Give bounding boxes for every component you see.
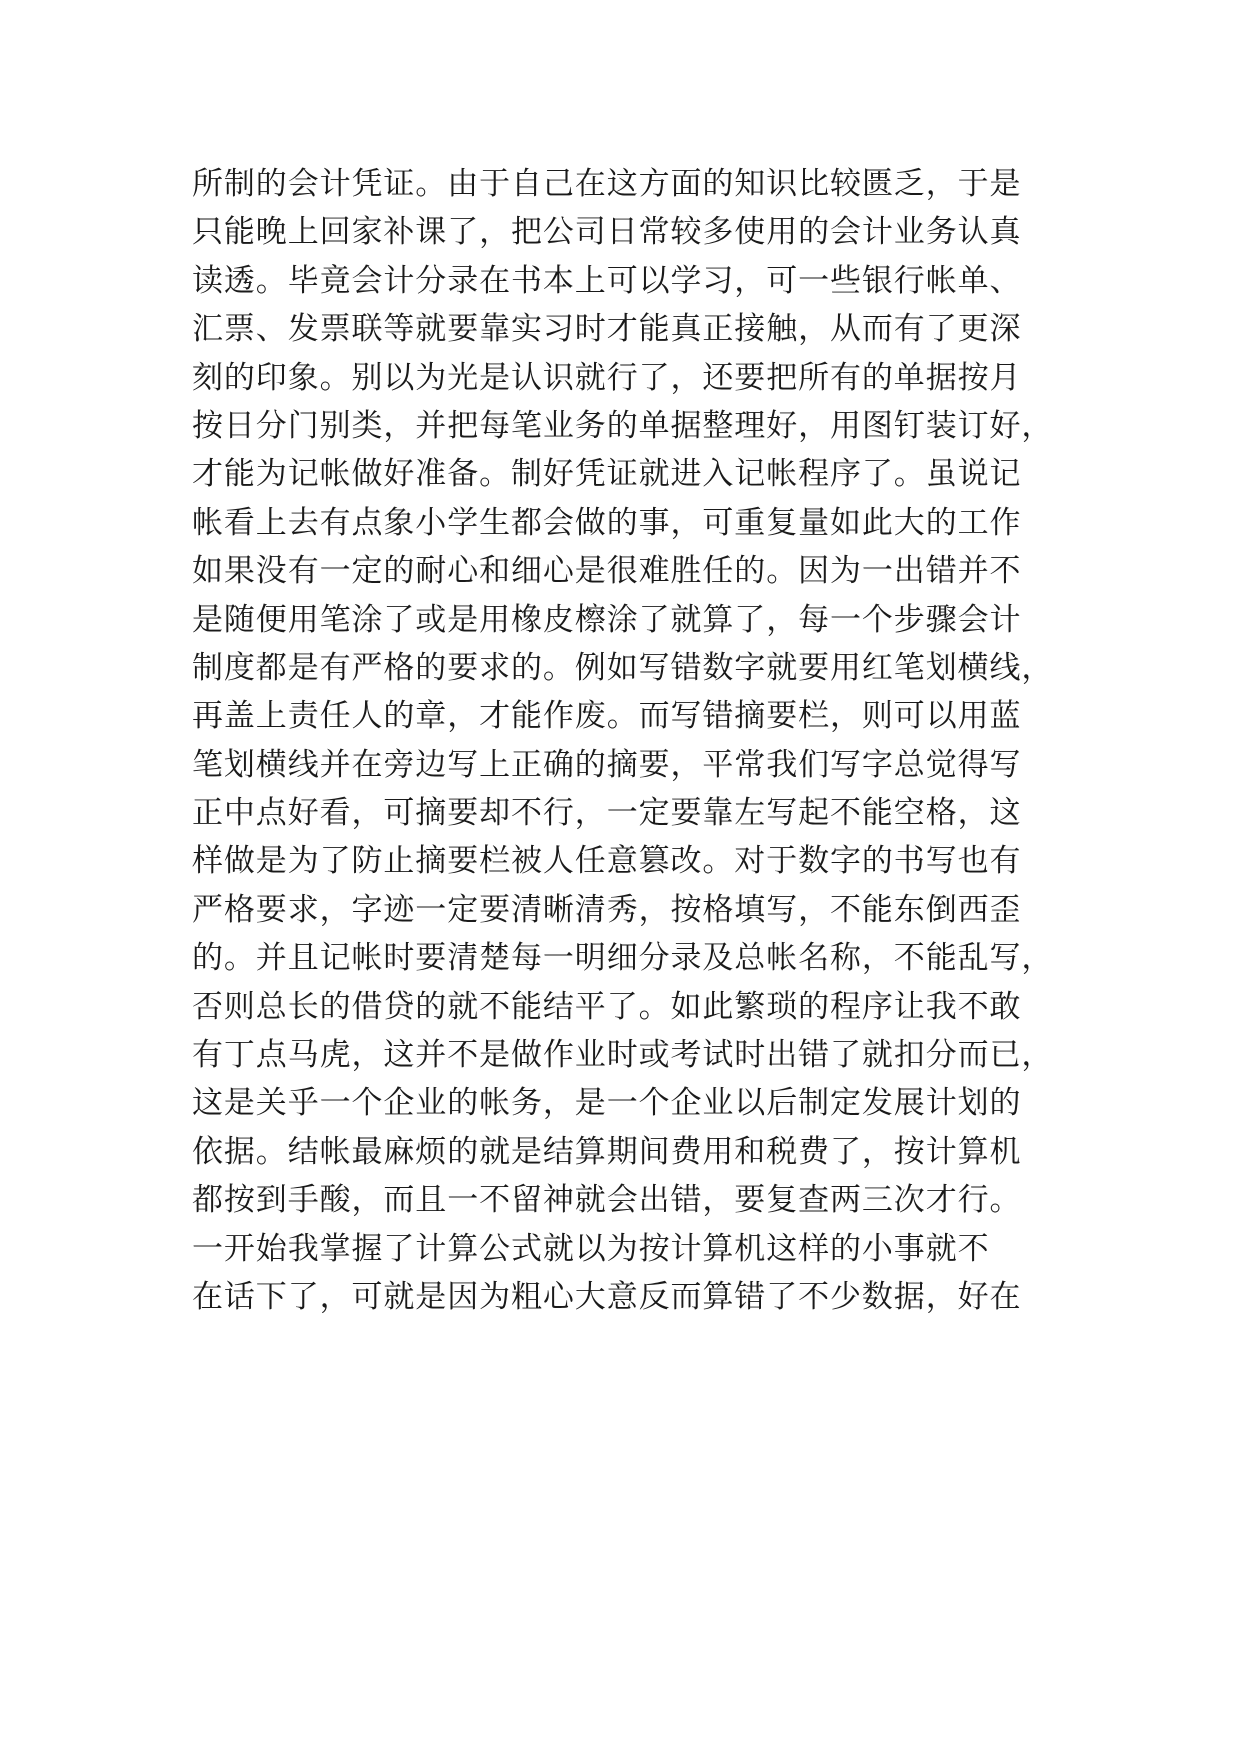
text-line-3: 读透。毕竟会计分录在书本上可以学习，可一些银行帐单、 [192, 262, 1022, 299]
text-line-18: 否则总长的借贷的就不能结平了。如此繁琐的程序让我不敢 [192, 988, 1022, 1025]
text-line-13: 笔划横线并在旁边写上正确的摘要，平常我们写字总觉得写 [192, 746, 1022, 783]
text-line-21: 依据。结帐最麻烦的就是结算期间费用和税费了，按计算机 [192, 1133, 1022, 1170]
text-line-23: 一开始我掌握了计算公式就以为按计算机这样的小事就不 [192, 1230, 990, 1267]
text-line-7: 才能为记帐做好准备。制好凭证就进入记帐程序了。虽说记 [192, 456, 1022, 493]
text-line-22: 都按到手酸，而且一不留神就会出错，要复查两三次才行。 [192, 1182, 1022, 1219]
text-line-1: 所制的会计凭证。由于自己在这方面的知识比较匮乏，于是 [192, 166, 1022, 202]
text-line-19: 有丁点马虎，这并不是做作业时或考试时出错了就扣分而已， [192, 1037, 1054, 1074]
text-line-11: 制度都是有严格的要求的。例如写错数字就要用红笔划横线， [192, 649, 1054, 686]
text-line-12: 再盖上责任人的章，才能作废。而写错摘要栏，则可以用蓝 [192, 698, 1022, 735]
text-line-15: 样做是为了防止摘要栏被人任意篡改。对于数字的书写也有 [192, 843, 1022, 880]
text-line-2: 只能晚上回家补课了，把公司日常较多使用的会计业务认真 [192, 214, 1022, 251]
text-line-24: 在话下了，可就是因为粗心大意反而算错了不少数据，好在 [192, 1278, 1022, 1315]
text-line-6: 按日分门别类，并把每笔业务的单据整理好，用图钉装订好， [192, 407, 1054, 444]
text-line-9: 如果没有一定的耐心和细心是很难胜任的。因为一出错并不 [192, 553, 1022, 590]
text-line-16: 严格要求，字迹一定要清晰清秀，按格填写，不能东倒西歪 [192, 891, 1022, 928]
text-line-20: 这是关乎一个企业的帐务，是一个企业以后制定发展计划的 [192, 1085, 1022, 1122]
text-line-10: 是随便用笔涂了或是用橡皮檫涂了就算了，每一个步骤会计 [192, 601, 1022, 638]
text-line-14: 正中点好看，可摘要却不行，一定要靠左写起不能空格，这 [192, 795, 1022, 832]
text-line-17: 的。并且记帐时要清楚每一明细分录及总帐名称，不能乱写， [192, 940, 1054, 977]
text-line-4: 汇票、发票联等就要靠实习时才能真正接触，从而有了更深 [192, 311, 1022, 348]
body-text [192, 160, 1062, 1321]
text-line-8: 帐看上去有点象小学生都会做的事，可重复量如此大的工作 [192, 504, 1022, 541]
text-line-5: 刻的印象。别以为光是认识就行了，还要把所有的单据按月 [192, 359, 1022, 396]
